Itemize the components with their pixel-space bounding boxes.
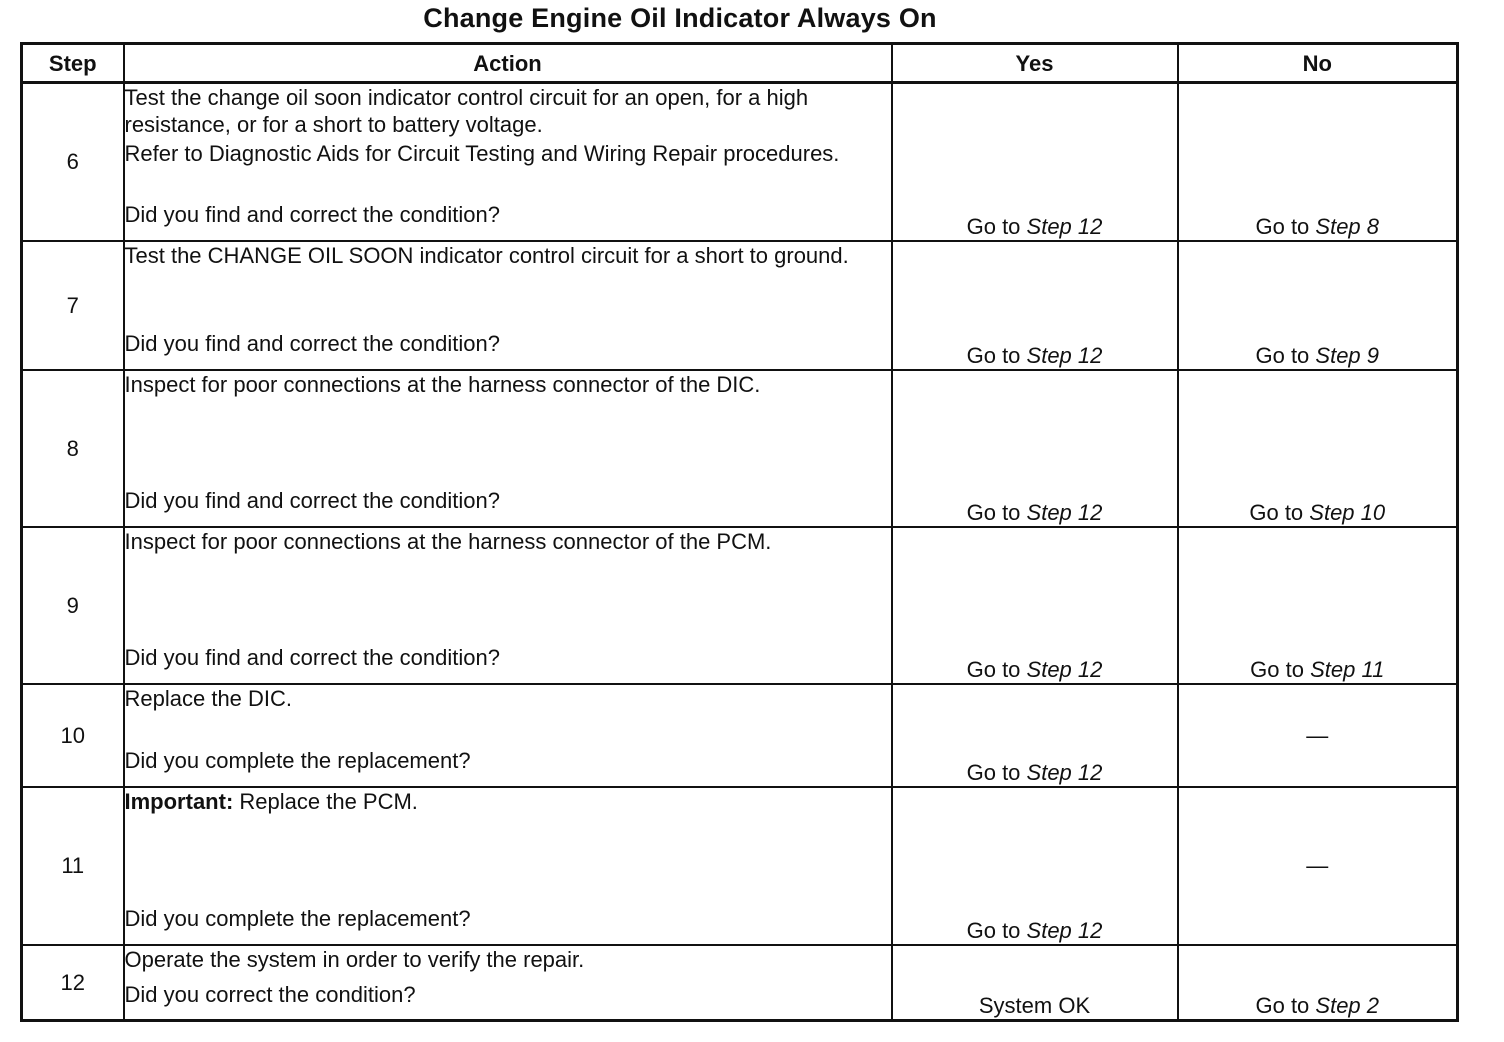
action-cell [124,684,892,787]
no-prefix: Go to [1249,499,1310,525]
action-cell [124,241,892,370]
page-title: Change Engine Oil Indicator Always On [423,3,937,33]
yes-prefix: Go to [966,499,1027,525]
no-cell [1178,684,1458,787]
yes-step-link: Step 12 [1026,342,1103,368]
no-prefix: Go to [1255,342,1316,368]
no-cell [1178,787,1458,945]
table-row [22,787,1458,945]
no-cell [1178,527,1458,684]
no-step-link: Step 2 [1315,993,1380,1018]
no-dash: — [1306,853,1329,878]
yes-step-link: Step 12 [1026,499,1103,525]
action-text: Refer to Diagnostic Aids for Circuit Testing and Wiring Repair procedures. [124,141,840,166]
yes-step-link: Step 12 [1026,656,1103,682]
yes-cell [892,370,1178,527]
table-row [22,527,1458,684]
step-number: 9 [22,527,124,684]
no-dash: — [1306,722,1329,748]
yes-cell [892,241,1178,370]
yes-prefix: Go to [966,656,1027,682]
table-row [22,684,1458,787]
action-text: Test the CHANGE OIL SOON indicator control circuit for a short to ground. [124,242,849,268]
action-cell [124,787,892,945]
no-cell [1178,945,1458,1021]
action-cell [124,83,892,241]
action-cell [124,945,892,1021]
yes-prefix: Go to [966,759,1027,785]
step-number: 6 [22,83,124,241]
yes-cell [892,684,1178,787]
no-step-link: Step 11 [1310,656,1385,682]
no-prefix: Go to [1255,993,1316,1018]
diagnostic-table [20,42,1459,1022]
action-cell [124,527,892,684]
action-text: Inspect for poor connections at the harness connector of the DIC. [124,371,761,397]
table-row [22,83,1458,241]
yes-prefix: Go to [966,342,1027,368]
action-question: Did you complete the replacement? [124,905,471,931]
step-number: 7 [22,241,124,370]
no-prefix: Go to [1255,213,1316,239]
header-action: Action [124,44,892,83]
yes-step-link: Step 12 [1026,917,1103,943]
action-question: Did you find and correct the condition? [124,644,500,670]
yes-cell [892,787,1178,945]
action-text: Replace the DIC. [124,685,293,711]
yes-result: System OK [978,993,1091,1018]
yes-cell [892,527,1178,684]
action-text: Inspect for poor connections at the harness connector of the PCM. [124,528,772,554]
table-row [22,945,1458,1021]
header-yes: Yes [892,44,1178,83]
no-step-link: Step 8 [1315,213,1380,239]
no-prefix: Go to [1250,656,1311,682]
action-text: Test the change oil soon indicator control circuit for an open, for a high resistance, or for a short to battery voltage. [124,85,809,137]
yes-cell [892,83,1178,241]
action-question: Did you find and correct the condition? [124,202,500,227]
step-number: 10 [22,684,124,787]
step-number: 11 [22,787,124,945]
no-cell [1178,370,1458,527]
table-row [22,241,1458,370]
action-cell [124,370,892,527]
no-cell [1178,241,1458,370]
action-text-content: Replace the PCM. [239,788,418,814]
action-question: Did you find and correct the condition? [124,487,500,513]
step-number: 12 [22,945,124,1021]
yes-prefix: Go to [966,917,1027,943]
yes-step-link: Step 12 [1026,213,1103,239]
yes-prefix: Go to [966,213,1027,239]
yes-step-link: Step 12 [1026,759,1103,785]
no-cell [1178,83,1458,241]
action-text: Operate the system in order to verify the repair. [124,946,585,972]
action-text [125,788,891,815]
step-number: 8 [22,370,124,527]
action-question: Did you find and correct the condition? [124,330,500,356]
header-step: Step [22,44,124,83]
no-step-link: Step 9 [1315,342,1380,368]
action-question: Did you correct the condition? [124,981,416,1007]
action-question: Did you complete the replacement? [124,747,471,773]
yes-cell [892,945,1178,1021]
header-row [22,44,1458,83]
header-no: No [1178,44,1458,83]
important-label: Important: [124,788,234,814]
table-row [22,370,1458,527]
no-step-link: Step 10 [1309,499,1386,525]
